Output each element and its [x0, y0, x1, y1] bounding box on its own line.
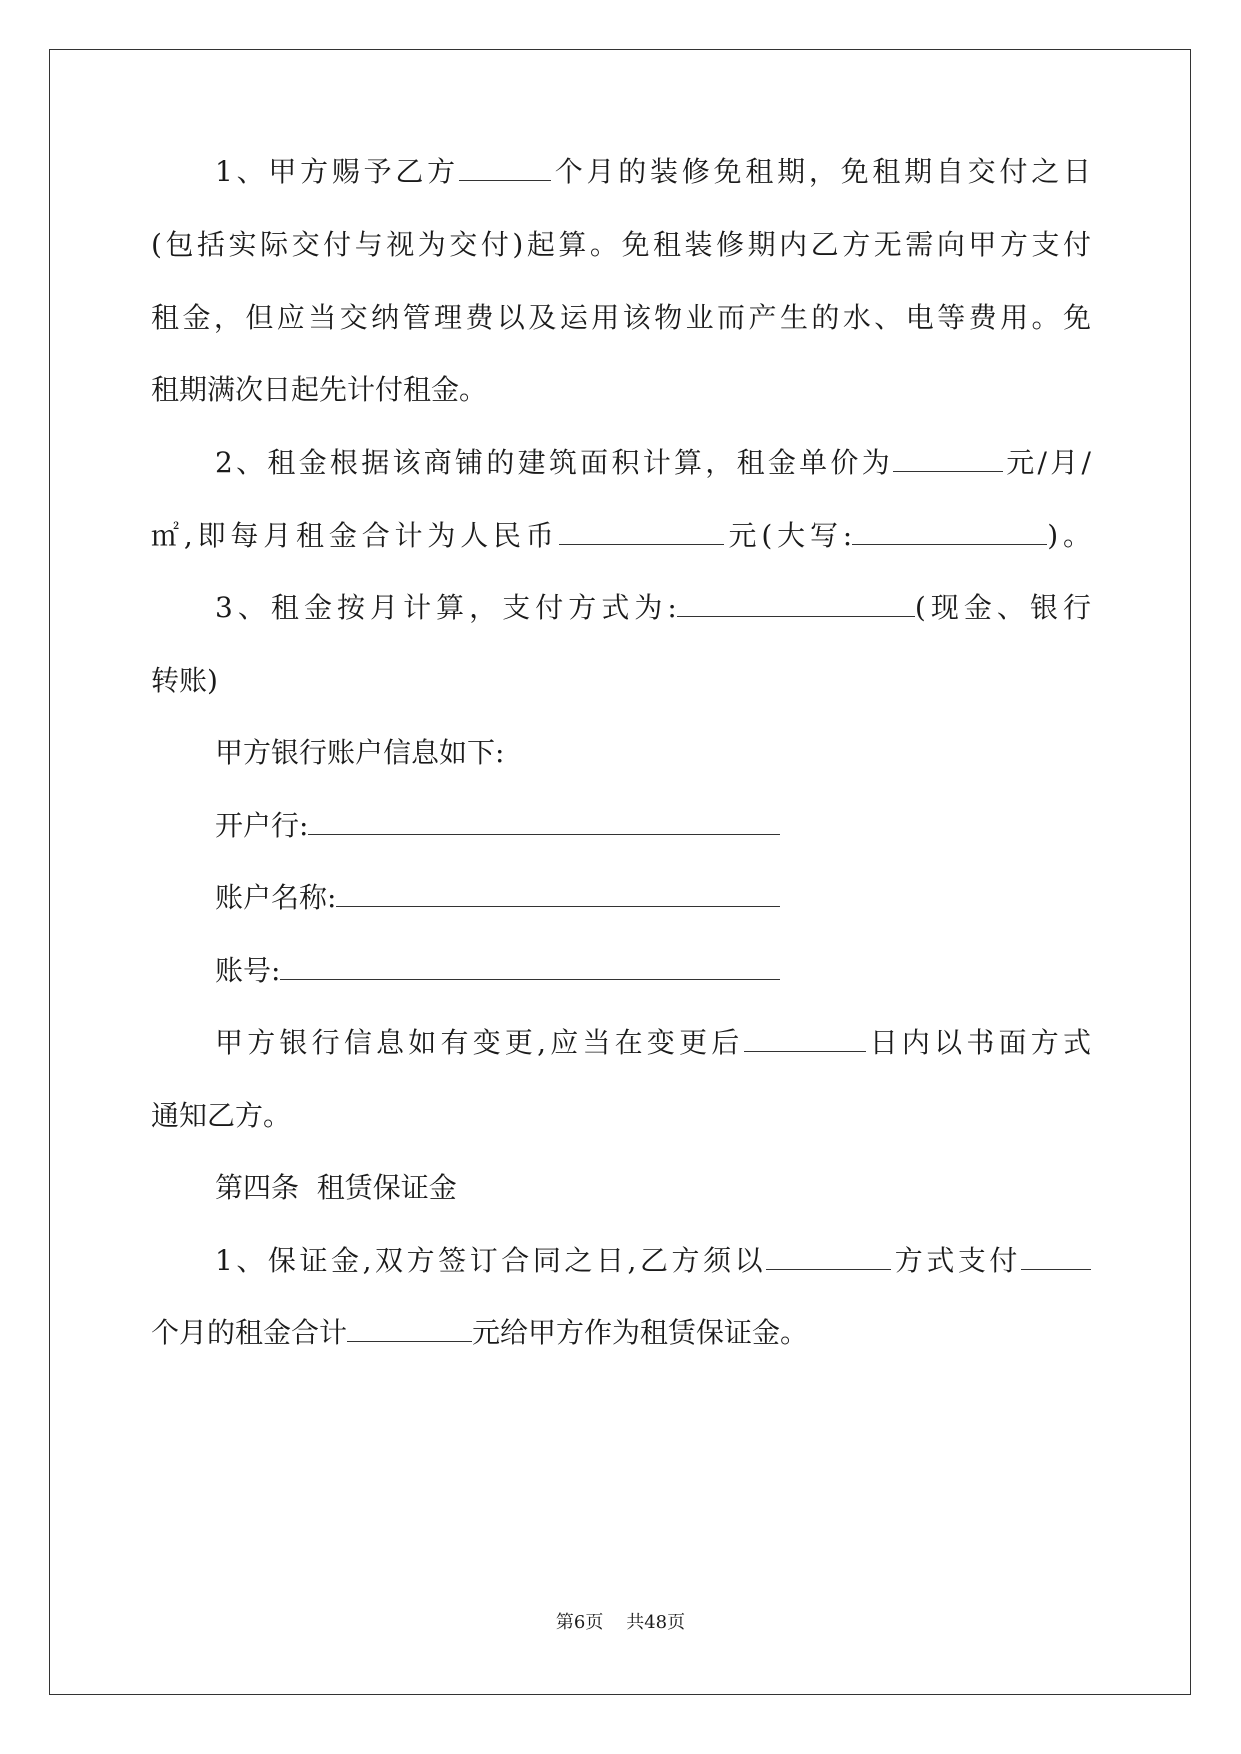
- blank-bank-branch: [308, 806, 780, 835]
- paragraph-3-line-1: 3、租金按月计算，支付方式为: (现金、银行: [215, 588, 1091, 628]
- page-frame: [49, 49, 1191, 1695]
- paragraph-3-line-2: 转账): [151, 664, 218, 697]
- paragraph-4-line-2: 通知乙方。: [151, 1099, 292, 1132]
- paragraph-5-line-2: 个月的租金合计 元给甲方作为租赁保证金。: [151, 1313, 1091, 1353]
- blank-deposit-amount: [347, 1313, 472, 1342]
- blank-amount-in-words: [852, 516, 1047, 545]
- page-footer: [0, 1611, 1241, 1635]
- account-name-line: 账户名称:: [215, 878, 1091, 918]
- paragraph-1-line-3: 租金，但应当交纳管理费以及运用该物业而产生的水、电等费用。免: [151, 301, 1091, 334]
- paragraph-1-line-2: (包括实际交付与视为交付)起算。免租装修期内乙方无需向甲方支付: [151, 228, 1091, 261]
- paragraph-2-line-1: 2、租金根据该商铺的建筑面积计算，租金单价为 元/月/: [215, 443, 1091, 483]
- paragraph-1-line-1: 1、甲方赐予乙方 个月的装修免租期，免租期自交付之日: [215, 152, 1091, 192]
- blank-account-number: [280, 951, 780, 980]
- account-number-line: 账号:: [215, 951, 1091, 991]
- blank-payment-method: [677, 588, 915, 617]
- section-heading: 第四条 租赁保证金: [215, 1171, 457, 1204]
- paragraph-1-line-4: 租期满次日起先计付租金。: [151, 373, 488, 406]
- paragraph-4-line-1: 甲方银行信息如有变更,应当在变更后 日内以书面方式: [215, 1023, 1091, 1063]
- page-number: 第6页: [555, 1612, 604, 1633]
- blank-account-name: [336, 878, 780, 907]
- page-total: 共48页: [626, 1612, 686, 1633]
- paragraph-2-line-2: ㎡,即每月租金合计为人民币 元(大写: )。: [151, 516, 1091, 556]
- paragraph-5-line-1: 1、保证金,双方签订合同之日,乙方须以 方式支付: [215, 1241, 1091, 1281]
- bank-info-heading: 甲方银行账户信息如下:: [215, 736, 505, 769]
- blank-notice-days: [744, 1023, 866, 1052]
- blank-deposit-months: [1021, 1241, 1091, 1270]
- blank-unit-price: [893, 443, 1003, 472]
- blank-monthly-rent: [559, 516, 724, 545]
- blank-rent-free-months: [459, 152, 551, 181]
- blank-deposit-method: [766, 1241, 891, 1270]
- bank-branch-line: 开户行:: [215, 806, 1091, 846]
